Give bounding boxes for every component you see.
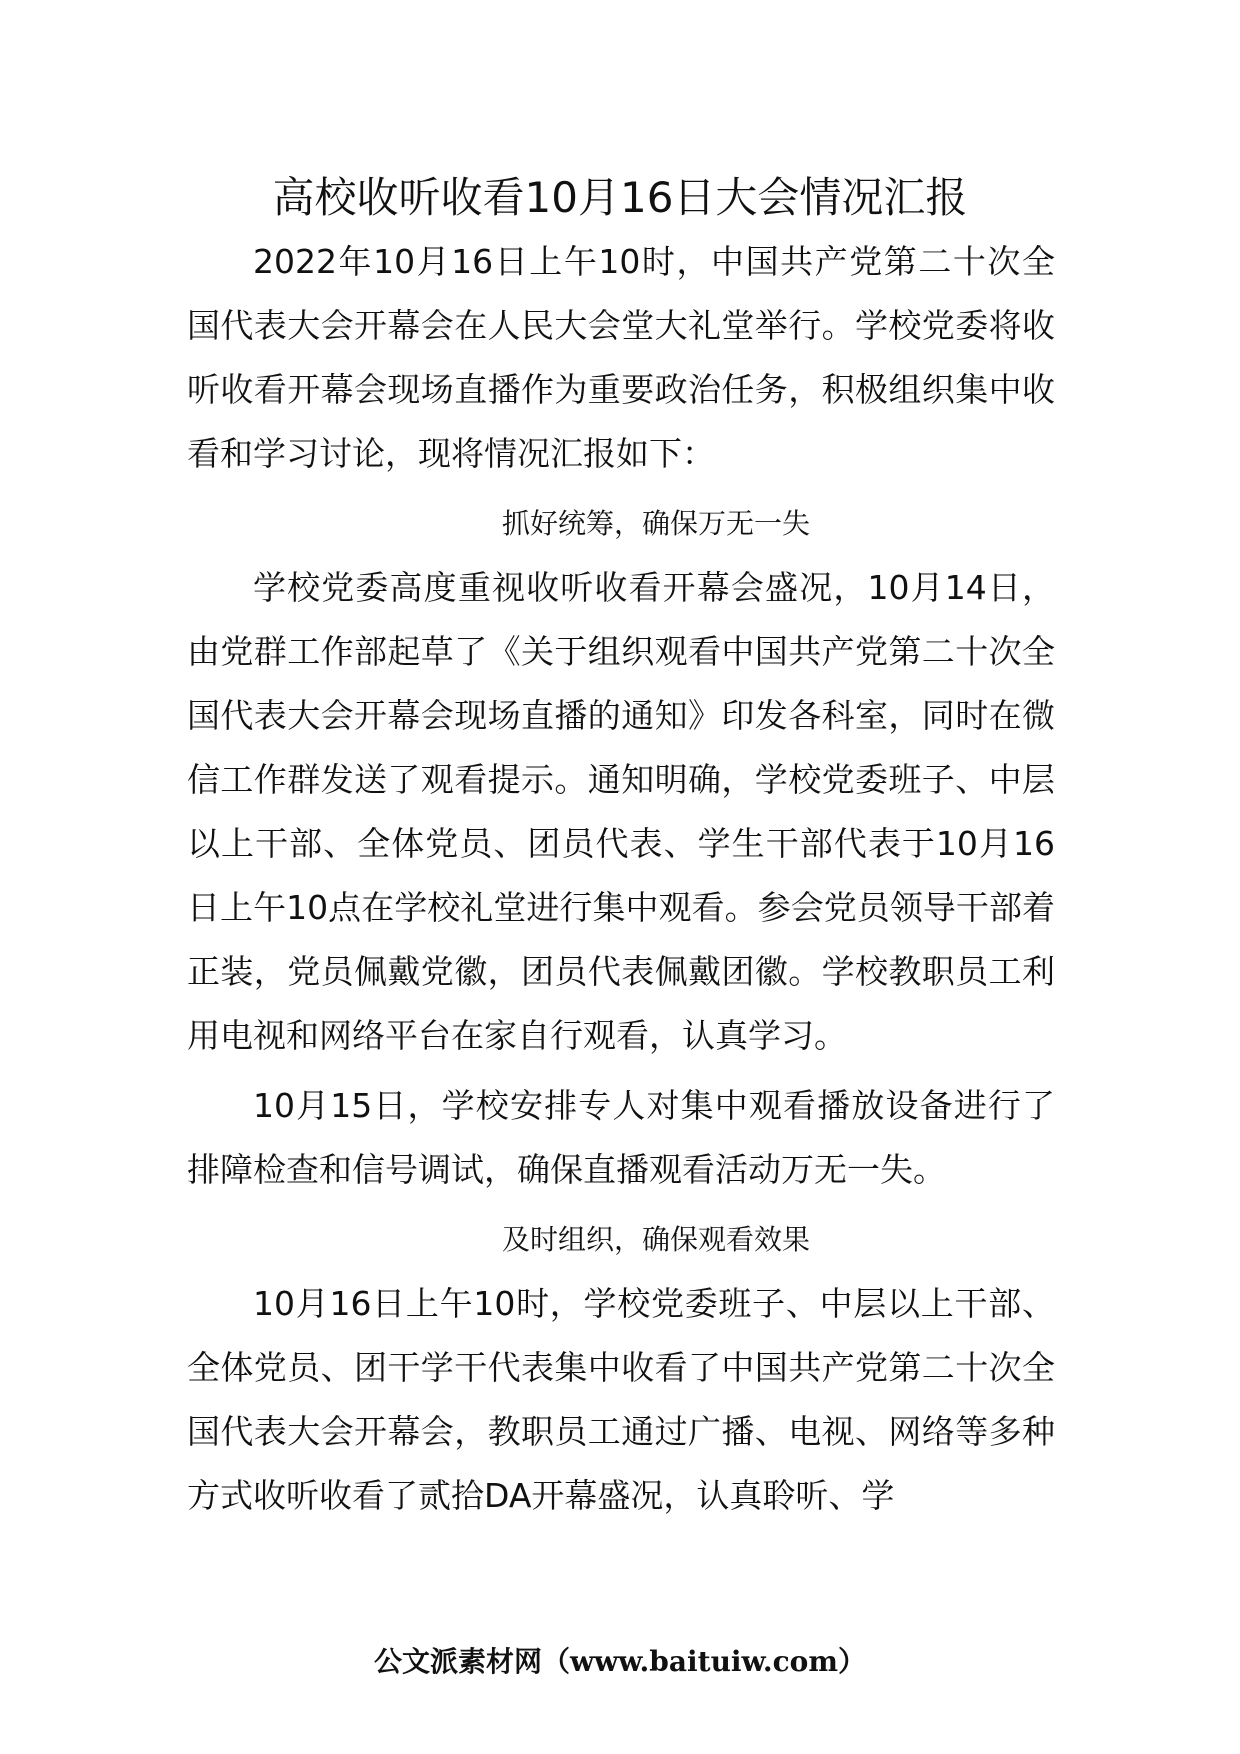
document-title: 高校收听收看10月16日大会情况汇报 — [272, 173, 968, 222]
section-heading-2: 及时组织，确保观看效果 — [501, 1223, 810, 1256]
intro-paragraph: 2022年10月16日上午10时，中国共产党第二十次全国代表大会开幕会在人民大会堂大礼堂举行。学校党委将收听收看开幕会现场直播作为重要政治任务，积极组织集中收看和学习讨论，现将情况汇报如下： — [187, 242, 1055, 473]
document-body — [187, 230, 1055, 1528]
paragraph: 10月15日，学校安排专人对集中观看播放设备进行了排障检查和信号调试，确保直播观看活动万无一失。 — [187, 1086, 1055, 1189]
footer-watermark: 公文派素材网（www.baituiw.com） — [374, 1645, 866, 1678]
section-heading-1: 抓好统筹，确保万无一失 — [501, 507, 810, 540]
paragraph: 学校党委高度重视收听收看开幕会盛况，10月14日，由党群工作部起草了《关于组织观看中国共产党第二十次全国代表大会开幕会现场直播的通知》印发各科室，同时在微信工作群发送了观看提示。通知明确，学校党委班子、中层以上干部、全体党员、团员代表、学生干部代表于10月16日上午10点在学校礼堂进行集中观看。参会党员领导干部着正装，党员佩戴党徽，团员代表佩戴团徽。学校教职员工利用电视和网络平台在家自行观看，认真学习。 — [187, 568, 1055, 1055]
paragraph: 10月16日上午10时，学校党委班子、中层以上干部、全体党员、团干学干代表集中收看了中国共产党第二十次全国代表大会开幕会，教职员工通过广播、电视、网络等多种方式收听收看了贰拾DA开幕盛况，认真聆听、学 — [187, 1284, 1055, 1515]
